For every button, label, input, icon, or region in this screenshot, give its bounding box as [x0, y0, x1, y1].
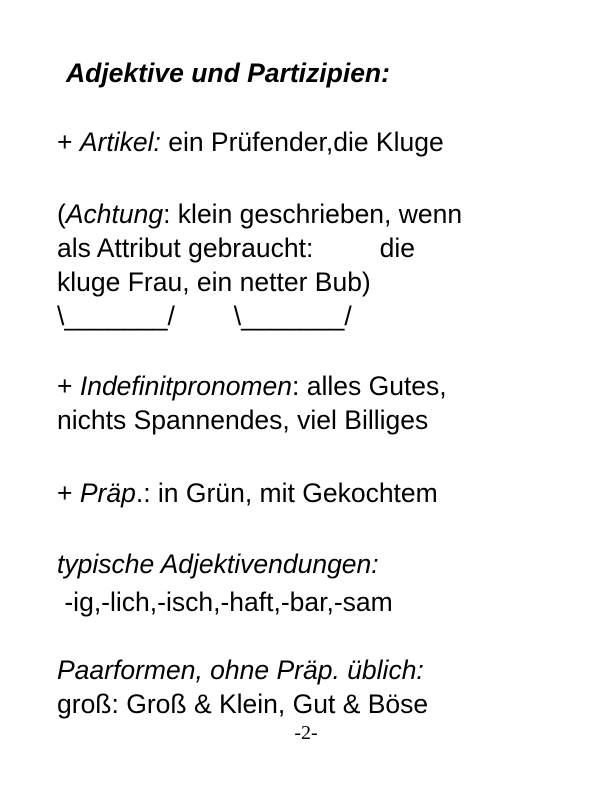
indefinit-line-2: nichts Spannendes, viel Billiges	[57, 405, 429, 435]
achtung-line-3: kluge Frau, ein netter Bub)	[57, 267, 371, 297]
achtung-underline-marks: \_______/ \_______/	[57, 301, 352, 331]
praep-lead: +	[57, 478, 80, 508]
achtung-line-2: als Attribut gebraucht: die	[57, 233, 415, 263]
page-heading: Adjektive und Partizipien:	[66, 58, 390, 88]
indefinit-line-1	[57, 369, 447, 403]
paarformen-examples: groß: Groß & Klein, Gut & Böse	[57, 689, 429, 719]
indefinit-label: Indefinitpronomen	[79, 371, 292, 401]
page-number: -2-	[294, 722, 318, 744]
indefinit-lead: +	[57, 371, 80, 401]
achtung-label: Achtung	[65, 199, 164, 229]
praep-line	[57, 476, 438, 510]
indefinit-text: : alles Gutes,	[292, 371, 447, 401]
artikel-label: Artikel:	[79, 127, 161, 157]
artikel-text: ein Prüfender,die Kluge	[160, 127, 444, 157]
artikel-line	[57, 125, 444, 159]
praep-label: Präp	[79, 478, 136, 508]
artikel-lead: +	[57, 127, 80, 157]
endungen-heading: typische Adjektivendungen:	[57, 549, 379, 579]
paarformen-heading: Paarformen, ohne Präp. üblich:	[57, 655, 424, 685]
praep-text: .: in Grün, mit Gekochtem	[135, 478, 438, 508]
achtung-line-1	[57, 197, 462, 231]
achtung-text: : klein geschrieben, wenn	[163, 199, 463, 229]
achtung-open-paren: (	[57, 199, 66, 229]
endungen-list: -ig,-lich,-isch,-haft,-bar,-sam	[57, 587, 393, 617]
